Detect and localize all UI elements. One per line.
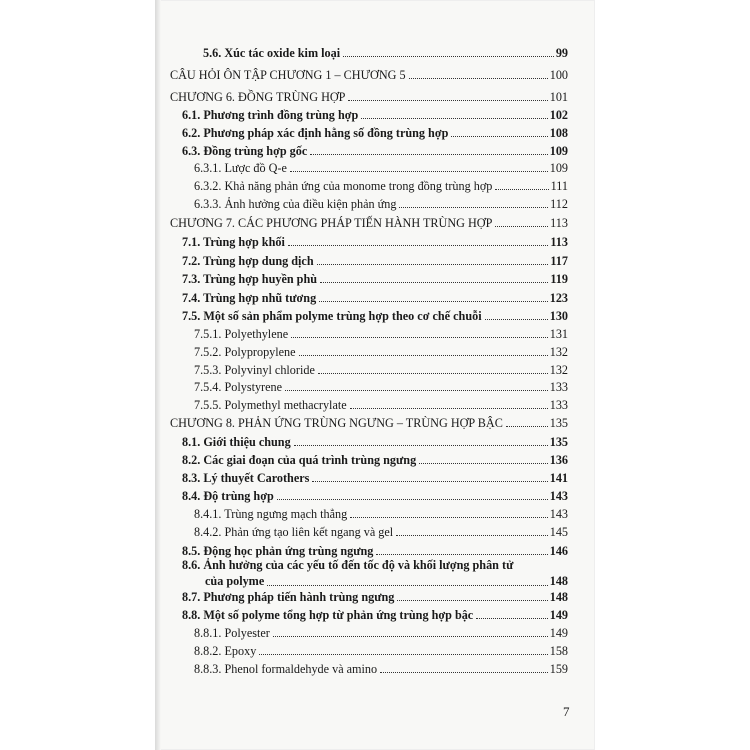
toc-entry-label: 8.8.1. Polyester [194, 626, 270, 640]
toc-entry-label: 8.1. Giới thiệu chung [182, 435, 291, 449]
toc-entry-8-8-1 [194, 624, 568, 640]
toc-entry-7-5-4 [194, 378, 568, 394]
leader-dots [350, 517, 548, 518]
toc-entry-label: 7.3. Trùng hợp huyền phù [182, 272, 318, 286]
leader-dots [396, 535, 548, 536]
toc-entry-page: 146 [549, 544, 568, 558]
leader-dots [259, 654, 547, 655]
page-number: 7 [563, 704, 570, 719]
leader-dots [350, 408, 548, 409]
toc-entry-page: 119 [550, 272, 568, 286]
toc-entry-label: 8.4.2. Phản ứng tạo liên kết ngang và gel [194, 525, 394, 539]
toc-entry-page: 113 [550, 216, 568, 230]
leader-dots [409, 78, 548, 79]
leader-dots [299, 355, 548, 356]
toc-entry-8-1 [182, 433, 568, 449]
leader-dots [506, 426, 548, 427]
leader-dots [451, 136, 547, 137]
toc-entry-label: 7.4. Trùng hợp nhũ tương [182, 291, 317, 305]
leader-dots [267, 585, 547, 586]
toc-entry-page: 133 [549, 380, 568, 394]
toc-entry-label: 6.1. Phương trình đồng trùng hợp [182, 108, 359, 122]
leader-dots [317, 264, 549, 265]
toc-entry-7-5 [182, 307, 568, 323]
toc-entry-8-8-2 [194, 642, 568, 658]
toc-entry-6-3-2 [194, 177, 568, 193]
leader-dots [290, 171, 548, 172]
toc-entry-label: 8.5. Động học phản ứng trùng ngưng [182, 544, 374, 558]
toc-entry-6-1 [182, 106, 568, 122]
toc-entry-label: 7.5.2. Polypropylene [194, 345, 296, 359]
leader-dots [399, 207, 548, 208]
toc-entry-8-2 [182, 451, 568, 467]
toc-entry-page: 135 [549, 435, 568, 449]
toc-entry-8-4-2 [194, 523, 568, 539]
toc-entry-chapter-6 [170, 88, 568, 104]
toc-entry-page: 109 [549, 161, 568, 175]
toc-entry-7-5-5 [194, 396, 568, 412]
toc-entry-label: 8.7. Phương pháp tiến hành trùng ngưng [182, 590, 395, 604]
toc-entry-page: 141 [549, 471, 568, 485]
toc-entry-label: 5.6. Xúc tác oxide kim loại [203, 46, 341, 60]
toc-entry-7-1 [182, 233, 568, 249]
toc-entry-page: 148 [549, 590, 568, 604]
toc-entry-6-3-1 [194, 159, 568, 175]
toc-entry-8-8 [182, 606, 568, 622]
toc-entry-label: 8.2. Các giai đoạn của quá trình trùng ngưng [182, 453, 417, 467]
leader-dots [380, 672, 548, 673]
leader-dots [294, 445, 548, 446]
toc-entry-label: 7.2. Trùng hợp dung dịch [182, 254, 314, 268]
toc-entry-8-4-1 [194, 505, 568, 521]
toc-entry-page: 148 [549, 574, 568, 588]
toc-entry-label: 8.4.1. Trùng ngưng mạch thẳng [194, 507, 348, 521]
toc-entry-8-6 [182, 557, 568, 589]
leader-dots [312, 481, 547, 482]
toc-entry-page: 136 [549, 453, 568, 467]
leader-dots [319, 301, 548, 302]
toc-entry-label: CHƯƠNG 8. PHẢN ỨNG TRÙNG NGƯNG – TRÙNG HỢP BẬC [170, 416, 503, 430]
leader-dots [273, 636, 548, 637]
toc-entry-5-6 [203, 44, 568, 60]
toc-entry-page: 145 [549, 525, 568, 539]
toc-entry-page: 131 [549, 327, 568, 341]
toc-entry-label-continued [182, 573, 568, 589]
toc-entry-6-3 [182, 142, 568, 158]
toc-entry-page: 99 [555, 46, 568, 60]
toc-entry-label: 7.5.3. Polyvinyl chloride [194, 363, 315, 377]
toc-entry-label: 8.4. Độ trùng hợp [182, 489, 274, 503]
toc-entry-label: CHƯƠNG 7. CÁC PHƯƠNG PHÁP TIẾN HÀNH TRÙNG HỢP [170, 216, 493, 230]
toc-entry-page: 132 [549, 345, 568, 359]
toc-entry-7-4 [182, 289, 568, 305]
toc-entry-page: 123 [549, 291, 568, 305]
toc-entry-7-5-1 [194, 325, 568, 341]
leader-dots [318, 373, 548, 374]
toc-entry-chapter-8 [170, 414, 568, 430]
toc-entry-label: 6.2. Phương pháp xác định hằng số đồng trùng hợp [182, 126, 449, 140]
page-spine-shadow [155, 0, 161, 750]
leader-dots [485, 319, 548, 320]
toc-entry-label: 8.8.3. Phenol formaldehyde và amino [194, 662, 378, 676]
toc-entry-label: 8.6. Ảnh hưởng của các yếu tố đến tốc độ và khối lượng phân tử [182, 558, 514, 572]
toc-entry-label: 7.5. Một số sản phẩm polyme trùng hợp theo cơ chế chuỗi [182, 309, 482, 323]
leader-dots [476, 618, 547, 619]
toc-entry-7-5-2 [194, 343, 568, 359]
leader-dots [397, 600, 547, 601]
toc-entry-label: 7.5.4. Polystyrene [194, 380, 283, 394]
toc-entry-page: 111 [550, 179, 568, 193]
toc-entry-label: 8.3. Lý thuyết Carothers [182, 471, 310, 485]
toc-entry-page: 135 [549, 416, 568, 430]
toc-entry-page: 101 [549, 90, 568, 104]
toc-entry-page: 112 [550, 197, 568, 211]
toc-entry-8-5 [182, 542, 568, 558]
leader-dots [310, 154, 547, 155]
leader-dots [376, 554, 547, 555]
leader-dots [285, 390, 548, 391]
toc-entry-page: 108 [549, 126, 568, 140]
leader-dots [419, 463, 548, 464]
toc-entry-label: 6.3.2. Khả năng phản ứng của monome trong đồng trùng hợp [194, 179, 493, 193]
toc-entry-7-5-3 [194, 361, 568, 377]
toc-entry-8-3 [182, 469, 568, 485]
leader-dots [361, 118, 547, 119]
toc-entry-label: CHƯƠNG 6. ĐỒNG TRÙNG HỢP [170, 90, 346, 104]
toc-entry-page: 158 [549, 644, 568, 658]
toc-entry-page: 100 [549, 68, 568, 82]
toc-entry-8-7 [182, 588, 568, 604]
toc-entry-label: 7.1. Trùng hợp khối [182, 235, 285, 249]
toc-entry-label: 6.3.3. Ảnh hưởng của điều kiện phản ứng [194, 197, 397, 211]
toc-entry-7-2 [182, 252, 568, 268]
toc-entry-page: 130 [549, 309, 568, 323]
toc-entry-page: 143 [549, 489, 568, 503]
toc-entry-page: 113 [550, 235, 568, 249]
toc-entry-7-3 [182, 270, 568, 286]
toc-entry-6-3-3 [194, 195, 568, 211]
toc-entry-page: 102 [549, 108, 568, 122]
leader-dots [291, 337, 548, 338]
leader-dots [343, 56, 554, 57]
toc-entry-label: 7.5.5. Polymethyl methacrylate [194, 398, 347, 412]
toc-entry-review [170, 66, 568, 82]
toc-entry-page: 132 [549, 363, 568, 377]
leader-dots [495, 226, 548, 227]
toc-entry-label: 8.8.2. Epoxy [194, 644, 257, 658]
toc-entry-page: 109 [549, 144, 568, 158]
toc-entry-page: 149 [549, 608, 568, 622]
toc-entry-label: 8.8. Một số polyme tổng hợp từ phản ứng trùng hợp bậc [182, 608, 474, 622]
toc-entry-chapter-7 [170, 214, 568, 230]
leader-dots [348, 100, 547, 101]
toc-entry-label: CÂU HỎI ÔN TẬP CHƯƠNG 1 – CHƯƠNG 5 [170, 68, 406, 82]
toc-entry-label: 6.3. Đồng trùng hợp gốc [182, 144, 308, 158]
toc-entry-page: 133 [549, 398, 568, 412]
toc-entry-6-2 [182, 124, 568, 140]
toc-entry-page: 143 [549, 507, 568, 521]
toc-entry-label-cont: của polyme [205, 574, 265, 588]
toc-entry-label: 6.3.1. Lược đồ Q-e [194, 161, 287, 175]
toc-entry-8-4 [182, 487, 568, 503]
toc-entry-page: 117 [550, 254, 568, 268]
leader-dots [288, 245, 549, 246]
toc-entry-page: 159 [549, 662, 568, 676]
toc-entry-label: 7.5.1. Polyethylene [194, 327, 289, 341]
toc-entry-page: 149 [549, 626, 568, 640]
leader-dots [277, 499, 548, 500]
toc-entry-8-8-3 [194, 660, 568, 676]
leader-dots [320, 282, 548, 283]
leader-dots [495, 189, 548, 190]
